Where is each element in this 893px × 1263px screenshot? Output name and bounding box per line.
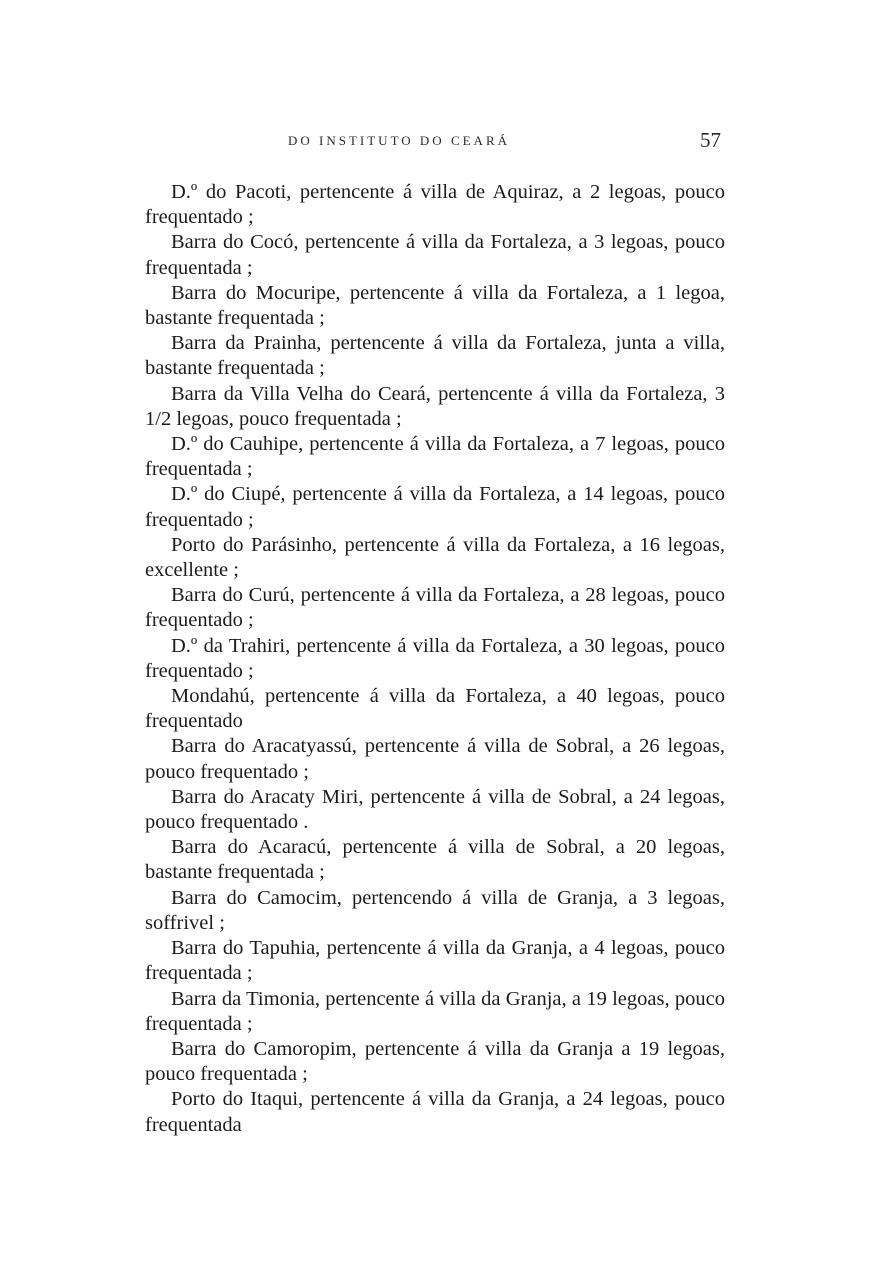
entry-aracaty-miri: Barra do Aracaty Miri, pertencente á villa de Sobral, a 24 legoas, pouco frequentado . xyxy=(145,785,725,834)
entry-timonia: Barra da Timonia, pertencente á villa da Granja, a 19 legoas, pouco frequentada ; xyxy=(145,987,725,1035)
entry-villa-velha: Barra da Villa Velha do Ceará, pertencente á villa da Fortaleza, 3 1/2 legoas, pouco frequentada ; xyxy=(145,382,725,430)
entry-cauhipe: D.º do Cauhipe, pertencente á villa da Fortaleza, a 7 legoas, pouco frequentada ; xyxy=(145,433,725,481)
page-number: 57 xyxy=(700,128,721,152)
entry-parasinho: Porto do Parásinho, pertencente á villa da Fortaleza, a 16 legoas, excellente ; xyxy=(145,533,725,582)
entry-itaqui: Porto do Itaqui, pertencente á villa da Granja, a 24 legoas, pouco frequentada xyxy=(145,1088,725,1136)
entry-trahiri: D.º da Trahiri, pertencente á villa da Fortaleza, a 30 legoas, pouco frequentado ; xyxy=(145,634,725,682)
entry-camocim: Barra do Camocim, pertencendo á villa de Granja, a 3 legoas, soffrivel ; xyxy=(145,886,725,934)
entry-coco: Barra do Cocó, pertencente á villa da Fortaleza, a 3 legoas, pouco frequentada ; xyxy=(145,231,725,279)
entry-acaracu: Barra do Acaracú, pertencente á villa de Sobral, a 20 legoas, bastante frequentada ; xyxy=(145,836,725,884)
body-text xyxy=(145,180,725,1138)
entry-mondahu: Mondahú, pertencente á villa da Fortaleza, a 40 legoas, pouco frequentado xyxy=(145,685,725,733)
entry-aracatyassu: Barra do Aracatyassú, pertencente á villa de Sobral, a 26 legoas, pouco frequentado ; xyxy=(145,735,725,783)
entry-mocuripe: Barra do Mocuripe, pertencente á villa da Fortaleza, a 1 legoa, bastante frequentada ; xyxy=(145,281,725,330)
entry-camoropim: Barra do Camoropim, pertencente á villa da Granja a 19 legoas, pouco frequentada ; xyxy=(145,1037,725,1086)
entry-ciupe: D.º do Ciupé, pertencente á villa da Fortaleza, a 14 legoas, pouco frequentado ; xyxy=(145,483,725,531)
entry-curu: Barra do Curú, pertencente á villa da Fortaleza, a 28 legoas, pouco frequentado ; xyxy=(145,584,725,632)
entry-pacoti: D.º do Pacoti, pertencente á villa de Aquiraz, a 2 legoas, pouco frequentado ; xyxy=(145,181,725,229)
entry-tapuhia: Barra do Tapuhia, pertencente á villa da Granja, a 4 legoas, pouco frequentada ; xyxy=(145,937,725,985)
running-head: DO INSTITUTO DO CEARÁ xyxy=(288,133,511,148)
entry-prainha: Barra da Prainha, pertencente á villa da Fortaleza, junta a villa, bastante frequentada ; xyxy=(145,332,725,380)
